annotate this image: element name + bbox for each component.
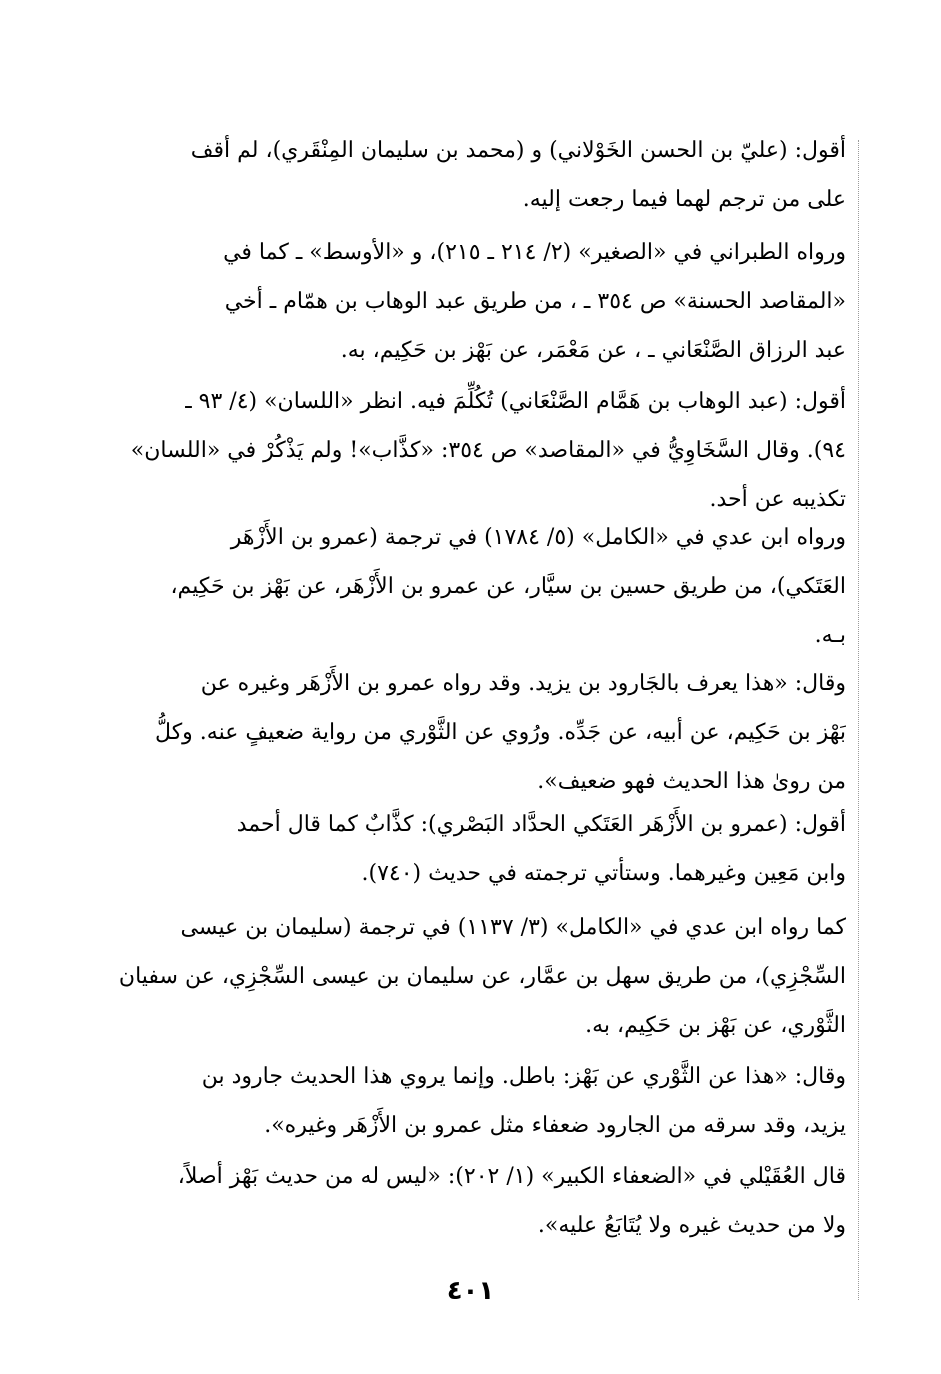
text-line: العَتَكي)، من طريق حسين بن سيَّار، عن عمرو بن الأَزْهَر، عن بَهْز بن حَكِيم،: [170, 574, 846, 599]
margin-dotted-line: [858, 140, 861, 1300]
text-line: وابن مَعِين وغيرهما. وستأتي ترجمته في حديث (٧٤٠).: [361, 861, 846, 886]
paragraph-7: [98, 903, 846, 1050]
text-line: بـه.: [814, 623, 846, 648]
text-line: ٩٤). وقال السَّخَاوِيُّ في «المقاصد» ص ٣٥٤: «كذَّاب»! ولم يَذْكُرْ في «اللسان»: [130, 438, 846, 463]
text-line: يزيد، وقد سرقه من الجارود ضعفاء مثل عمرو بن الأَزْهَر وغيره».: [264, 1113, 846, 1138]
text-line: السِّجْزِي)، من طريق سهل بن عمَّار، عن سليمان بن عيسى السِّجْزِي، عن سفيان: [118, 964, 846, 989]
paragraph-9: [98, 1152, 846, 1250]
text-line: الثَّوْري، عن بَهْز بن حَكِيم، به.: [585, 1013, 846, 1038]
paragraph-2: [98, 228, 846, 375]
text-line: بَهْز بن حَكِيم، عن أبيه، عن جَدِّه. ورُوي عن الثَّوْري من رواية ضعيفٍ عنه. وكلُّ: [155, 720, 846, 745]
paragraph-8: [98, 1052, 846, 1150]
text-line: كما رواه ابن عدي في «الكامل» (٣/ ١١٣٧) في ترجمة (سليمان بن عيسى: [180, 915, 846, 940]
paragraph-6: [98, 800, 846, 898]
paragraph-5: [98, 659, 846, 806]
text-line: عبد الرزاق الصَّنْعَاني ـ ، عن مَعْمَر، عن بَهْز بن حَكِيم، به.: [340, 338, 846, 363]
paragraph-1: [98, 126, 846, 224]
text-line: على من ترجم لهما فيما رجعت إليه.: [522, 187, 846, 212]
text-line: وقال: «هذا يعرف بالجَارود بن يزيد. وقد رواه عمرو بن الأَزْهَر وغيره عن: [200, 671, 846, 696]
page-number: ٤٠١: [446, 1276, 495, 1306]
text-line: ولا من حديث غيره ولا يُتَابَعُ عليه».: [537, 1213, 846, 1238]
text-line: «المقاصد الحسنة» ص ٣٥٤ ـ ، من طريق عبد الوهاب بن همّام ـ أخي: [224, 289, 846, 314]
text-line: ورواه الطبراني في «الصغير» (٢/ ٢١٤ ـ ٢١٥)، و «الأوسط» ـ كما في: [223, 240, 846, 265]
text-line: أقول: (عمرو بن الأَزْهَر العَتَكي الحدَّاد البَصْري): كذَّابٌ كما قال أحمد: [236, 812, 846, 837]
text-line: تكذيبه عن أحد.: [709, 487, 846, 512]
text-line: أقول: (عبد الوهاب بن هَمَّام الصَّنْعَاني) تُكُلِّمَ فيه. انظر «اللسان» (٤/ ٩٣ ـ: [185, 389, 846, 414]
text-line: أقول: (عليّ بن الحسن الخَوْلاني) و (محمد بن سليمان المِنْقَري)، لم أقف: [190, 138, 846, 163]
text-line: ورواه ابن عدي في «الكامل» (٥/ ١٧٨٤) في ترجمة (عمرو بن الأَزْهَر: [230, 525, 846, 550]
paragraph-4: [98, 513, 846, 660]
text-line: وقال: «هذا عن الثَّوْري عن بَهْز: باطل. وإنما يروي هذا الحديث جارود بن: [201, 1064, 846, 1089]
text-line: من روىٰ هذا الحديث فهو ضعيف».: [537, 769, 846, 794]
paragraph-3: [98, 377, 846, 524]
text-line: قال العُقَيْلي في «الضعفاء الكبير» (١/ ٢٠٢): «ليس له من حديث بَهْز أصلاً،: [177, 1164, 846, 1189]
